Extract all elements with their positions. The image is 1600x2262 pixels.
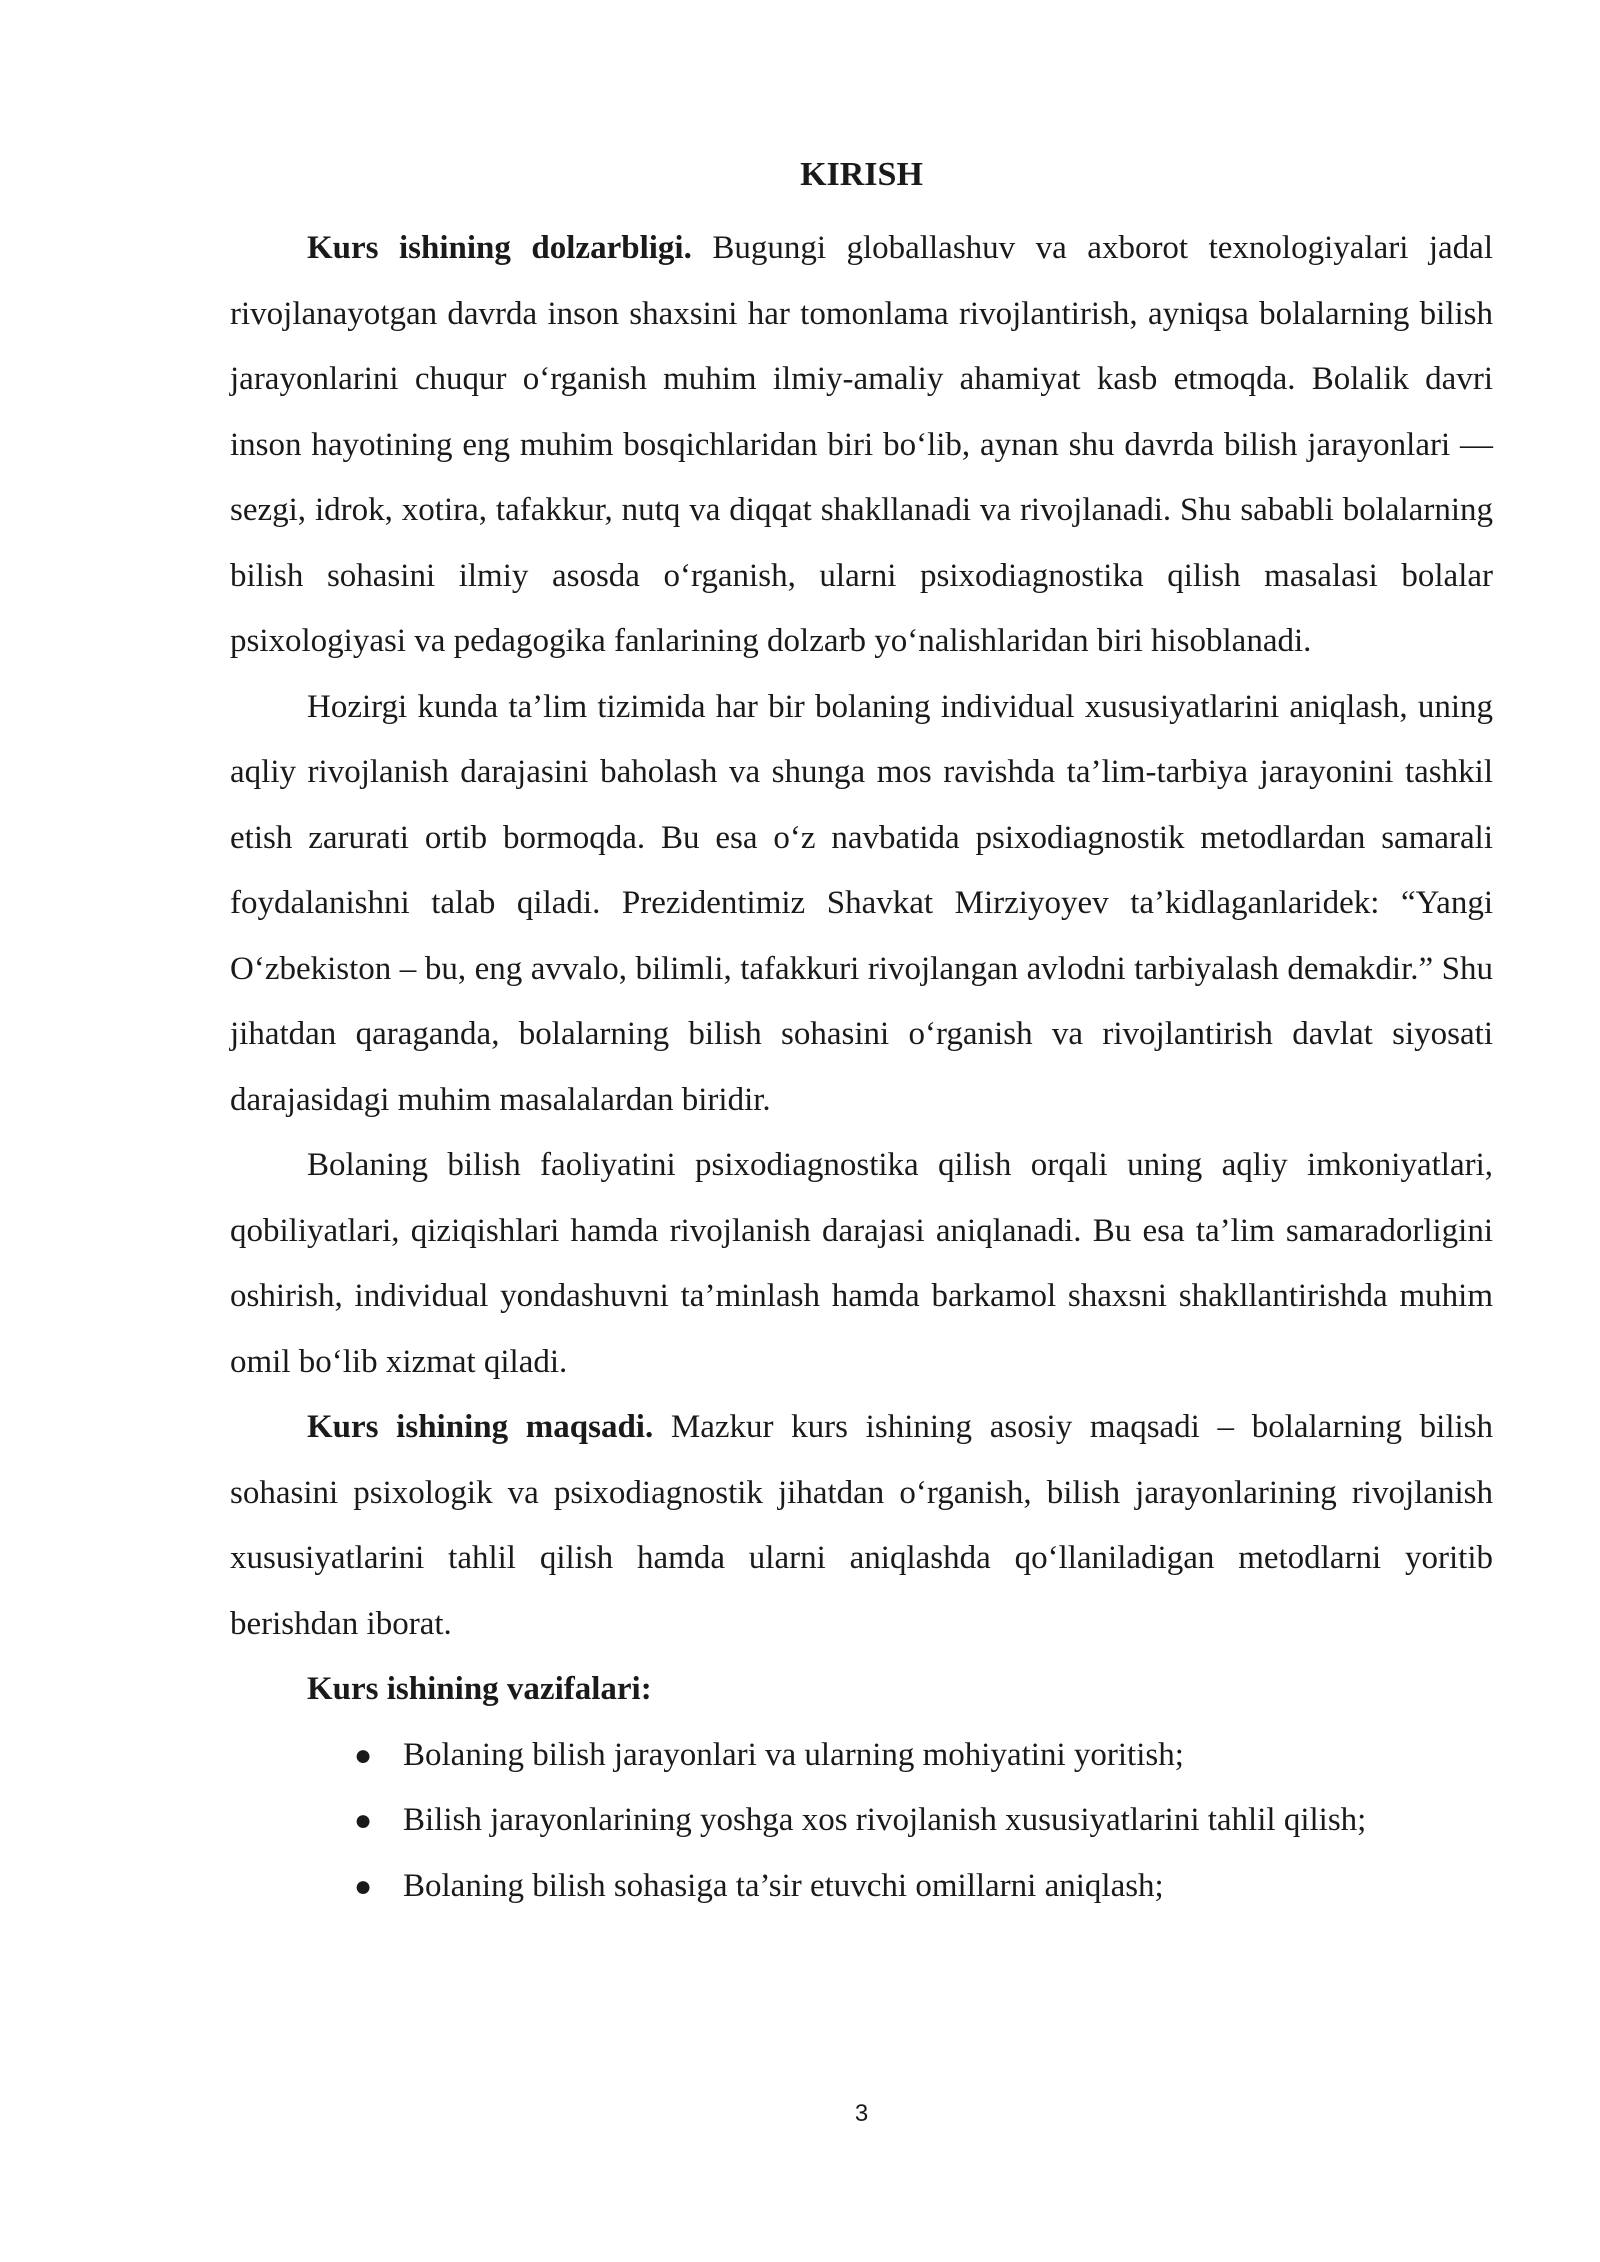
bullet-icon: ●	[354, 1738, 373, 1772]
paragraph-text: Bugungi globallashuv va axborot texnologiyalari jadal rivojlanayotgan davrda inson shaxsini har tomonlama rivojlantirish, ayniqsa bolalarning bilish jarayonlarini chuqur oʻrganish muhim ilmiy-amaliy ahamiyat kasb etmoqda. Bolalik davri inson hayotining eng muhim bosqichlaridan biri boʻlib, aynan shu davrda bilish jarayonlari — sezgi, idrok, xotira, tafakkur, nutq va diqqat shakllanadi va rivojlanadi. Shu sababli bolalarning bilish sohasini ilmiy asosda oʻrganish, ularni psixodiagnostika qilish masalasi bolalar psixologiyasi va pedagogika fanlarining dolzarb yoʻnalishlaridan biri hisoblanadi.	[230, 230, 1493, 659]
paragraph-lead: Kurs ishining dolzarbligi.	[307, 230, 692, 266]
paragraph-text: Bolaning bilish faoliyatini psixodiagnostika qilish orqali uning aqliy imkoniyatlari, qobiliyatlari, qiziqishlari hamda rivojlanish darajasi aniqlanadi. Bu esa ta’lim samaradorligini oshirish, individual yondashuvni ta’minlash hamda barkamol shaxsni shakllantirishda muhim omil boʻlib xizmat qiladi.	[230, 1147, 1493, 1380]
document-page	[230, 150, 1493, 1919]
list-item-text: Bilish jarayonlarining yoshga xos rivojlanish xususiyatlarini tahlil qilish;	[403, 1802, 1367, 1838]
paragraph-current-education	[230, 675, 1493, 1134]
paragraph-text: Mazkur kurs ishining asosiy maqsadi – bolalarning bilish sohasini psixologik va psixodiagnostik jihatdan oʻrganish, bilish jarayonlarining rivojlanish xususiyatlarini tahlil qilish hamda ularni aniqlashda qoʻllaniladigan metodlarni yoritib berishdan iborat.	[230, 1409, 1493, 1642]
paragraph-text: Hozirgi kunda ta’lim tizimida har bir bolaning individual xususiyatlarini aniqlash, uning aqliy rivojlanish darajasini baholash va shunga mos ravishda ta’lim-tarbiya jarayonini tashkil etish zarurati ortib bormoqda. Bu esa oʻz navbatida psixodiagnostik metodlardan samarali foydalanishni talab qiladi. Prezidentimiz Shavkat Mirziyoyev ta’kidlaganlaridek: “Yangi Oʻzbekiston – bu, eng avvalo, bilimli, tafakkuri rivojlangan avlodni tarbiyalash demakdir.” Shu jihatdan qaraganda, bolalarning bilish sohasini oʻrganish va rivojlantirish davlat siyosati darajasidagi muhim masalalardan biridir.	[230, 688, 1493, 1118]
list-item	[230, 1723, 1493, 1789]
paragraph-goal	[230, 1395, 1493, 1657]
list-item-text: Bolaning bilish sohasiga ta’sir etuvchi omillarni aniqlash;	[403, 1867, 1164, 1904]
paragraph-psychodiagnostics	[230, 1133, 1493, 1395]
section-title: KIRISH	[800, 156, 923, 193]
paragraph-relevance	[230, 216, 1493, 675]
page-number: 3	[854, 2100, 869, 2127]
bullet-icon: ●	[354, 1869, 373, 1903]
paragraph-lead: Kurs ishining maqsadi.	[307, 1409, 654, 1445]
list-item	[230, 1788, 1493, 1854]
bullet-icon: ●	[354, 1804, 373, 1837]
tasks-list	[230, 1723, 1493, 1920]
list-item-text: Bolaning bilish jarayonlari va ularning mohiyatini yoritish;	[403, 1736, 1184, 1773]
tasks-heading: Kurs ishining vazifalari:	[307, 1671, 652, 1707]
list-item	[230, 1854, 1493, 1920]
